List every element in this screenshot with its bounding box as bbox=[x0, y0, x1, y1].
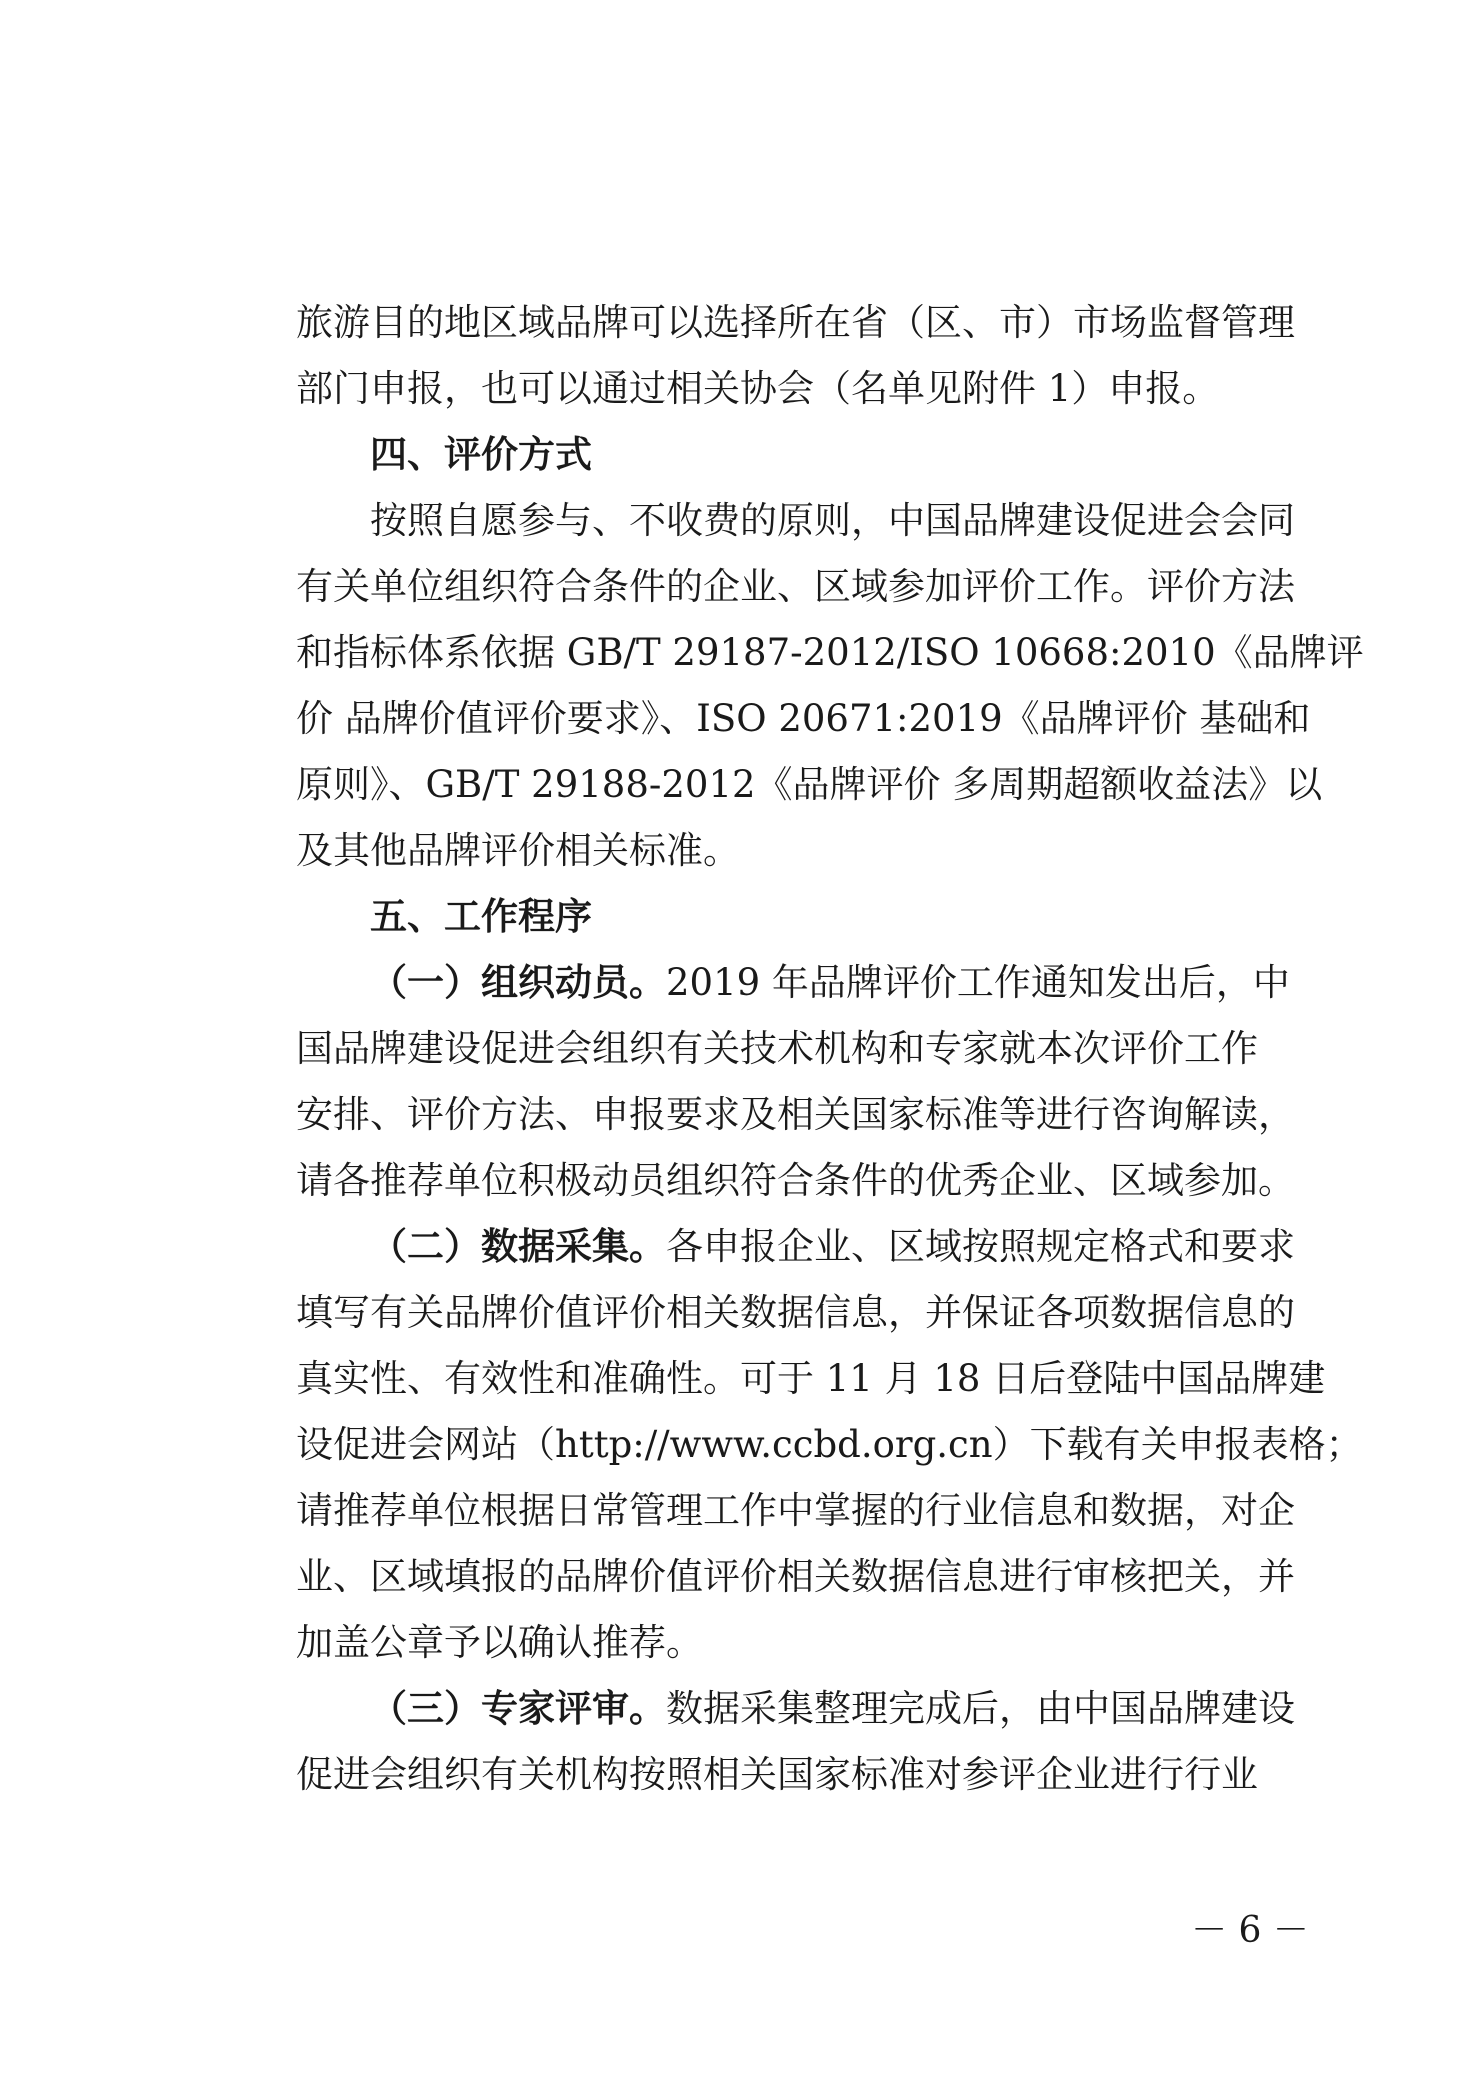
paragraph-line: 按照自愿参与、不收费的原则，中国品牌建设促进会会同 bbox=[370, 499, 1295, 542]
paragraph-line: 和指标体系依据 GB/T 29187-2012/ISO 10668:2010《品牌评 bbox=[296, 631, 1364, 674]
paragraph-line: 真实性、有效性和准确性。可于 11 月 18 日后登陆中国品牌建 bbox=[296, 1357, 1326, 1400]
paragraph-line: 请推荐单位根据日常管理工作中掌握的行业信息和数据，对企 bbox=[296, 1489, 1295, 1532]
paragraph-line: 旅游目的地区域品牌可以选择所在省（区、市）市场监督管理 bbox=[296, 301, 1295, 344]
paragraph-line bbox=[296, 1214, 1295, 1280]
paragraph-line: 有关单位组织符合条件的企业、区域参加评价工作。评价方法 bbox=[296, 565, 1295, 608]
paragraph-text: 各申报企业、区域按照规定格式和要求 bbox=[666, 1225, 1295, 1268]
paragraph-line: 及其他品牌评价相关标准。 bbox=[296, 829, 740, 872]
paragraph-line: 促进会组织有关机构按照相关国家标准对参评企业进行行业 bbox=[296, 1753, 1258, 1796]
subheading-mobilization: （一）组织动员。 bbox=[370, 961, 666, 1004]
paragraph-text: 2019 年品牌评价工作通知发出后，中 bbox=[666, 961, 1290, 1004]
paragraph-line: 部门申报，也可以通过相关协会（名单见附件 1）申报。 bbox=[296, 367, 1220, 410]
paragraph-line: 价 品牌价值评价要求》、ISO 20671:2019《品牌评价 基础和 bbox=[296, 697, 1311, 740]
paragraph-line bbox=[296, 1676, 1295, 1742]
paragraph-line: 国品牌建设促进会组织有关技术机构和专家就本次评价工作 bbox=[296, 1027, 1258, 1070]
subheading-expert-review: （三）专家评审。 bbox=[370, 1687, 666, 1730]
paragraph-line: 加盖公章予以确认推荐。 bbox=[296, 1621, 703, 1664]
paragraph-text: 数据采集整理完成后，由中国品牌建设 bbox=[666, 1687, 1295, 1730]
paragraph-line: 原则》、GB/T 29188-2012《品牌评价 多周期超额收益法》以 bbox=[296, 763, 1323, 806]
subheading-data-collection: （二）数据采集。 bbox=[370, 1225, 666, 1268]
section-heading-evaluation-method: 四、评价方式 bbox=[370, 433, 592, 476]
page-number: － 6 － bbox=[1191, 1910, 1309, 1951]
section-heading-work-procedure: 五、工作程序 bbox=[370, 895, 592, 938]
paragraph-line: 业、区域填报的品牌价值评价相关数据信息进行审核把关，并 bbox=[296, 1555, 1295, 1598]
paragraph-line bbox=[296, 950, 1290, 1016]
body-text bbox=[296, 290, 1364, 1808]
paragraph-line: 安排、评价方法、申报要求及相关国家标准等进行咨询解读， bbox=[296, 1093, 1295, 1136]
paragraph-line: 填写有关品牌价值评价相关数据信息，并保证各项数据信息的 bbox=[296, 1291, 1295, 1334]
paragraph-line: 请各推荐单位积极动员组织符合条件的优秀企业、区域参加。 bbox=[296, 1159, 1295, 1202]
paragraph-line: 设促进会网站（http://www.ccbd.org.cn）下载有关申报表格； bbox=[296, 1423, 1363, 1466]
